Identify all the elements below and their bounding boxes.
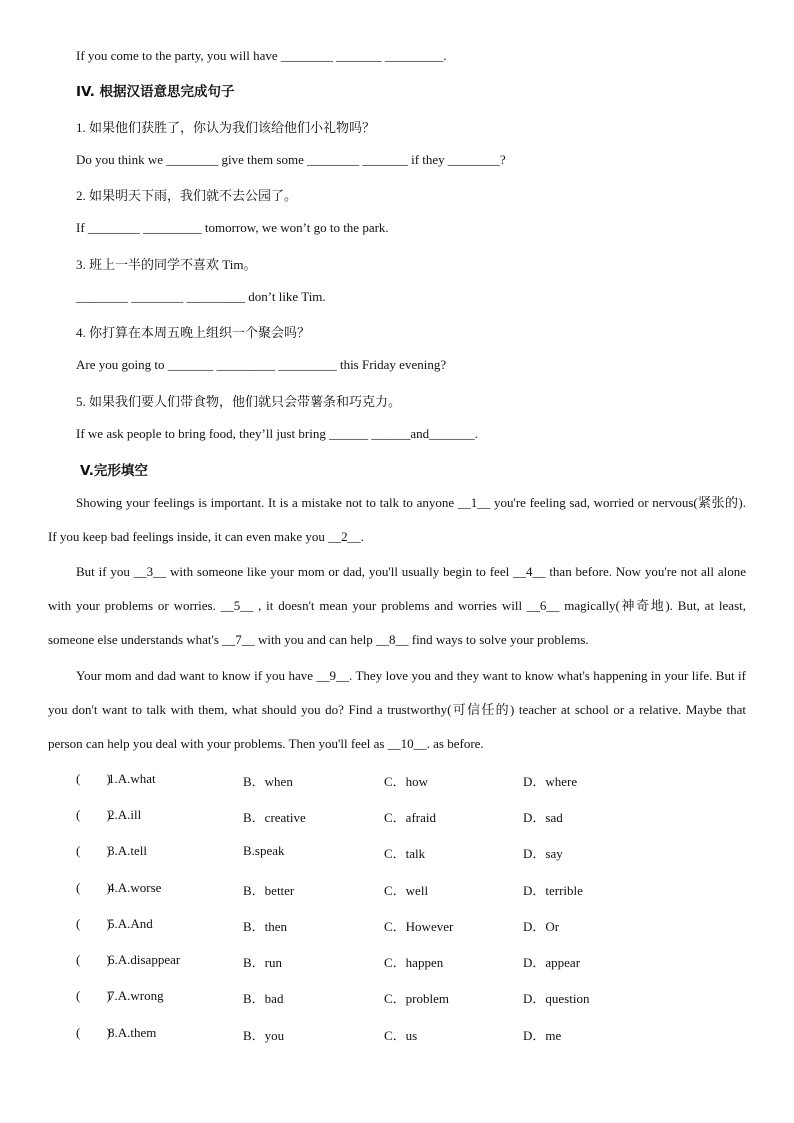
option-a: 3.A.tell [108,843,147,858]
section-4-item-3-english: ________ ________ _________ don’t like Tim. [76,289,326,304]
section-4-item-5-english: If we ask people to bring food, they’ll just bring ______ ______and_______. [76,426,478,441]
section-4-item-1-english: Do you think we ________ give them some ________ _______ if they ________? [76,152,506,167]
section-4-item-2-chinese: 2. 如果明天下雨，我们就不去公园了。 [76,188,298,203]
option-c: C．problem [384,991,449,1006]
cloze-paragraph-3-text: Your mom and dad want to know if you have __9__. They love you and they want to know what's happening in your life. But if you don't want to talk with them, what should you do? Find a trustworthy(可信任的) teacher at school or a relative. Maybe that person can help you deal with your problems. Then you'll feel as __10__. as before. [48,668,746,751]
option-a: 2.A.ill [108,807,142,822]
option-c: C．well [384,883,429,898]
answer-paren[interactable]: ( ) [76,807,111,822]
option-b: B．you [243,1028,285,1043]
section-4-item-1-chinese: 1. 如果他们获胜了，你认为我们该给他们小礼物吗？ [76,120,376,135]
option-b: B．run [243,955,283,970]
cloze-paragraph-1 [48,486,746,554]
option-a: 5.A.And [108,916,153,931]
section-4-item-5-chinese: 5. 如果我们要人们带食物，他们就只会带薯条和巧克力。 [76,394,402,409]
answer-paren[interactable]: ( ) [76,771,111,786]
option-d: D．appear [523,955,581,970]
option-a: 4.A.worse [108,880,162,895]
option-d: D．say [523,846,563,861]
section-4-item-4-chinese: 4. 你打算在本周五晚上组织一个聚会吗？ [76,325,311,340]
top-sentence: If you come to the party, you will have ________ _______ _________. [76,48,447,63]
option-c: C．talk [384,846,426,861]
cloze-paragraph-3 [48,659,746,761]
option-b: B．better [243,883,295,898]
option-b: B.speak [243,843,285,858]
cloze-paragraph-2 [48,555,746,657]
option-d: D．question [523,991,590,1006]
option-b: B．when [243,774,293,789]
option-c: C．us [384,1028,418,1043]
option-c: C．afraid [384,810,436,825]
option-d: D．terrible [523,883,583,898]
answer-paren[interactable]: ( ) [76,988,111,1003]
answer-paren[interactable]: ( ) [76,952,111,967]
answer-paren[interactable]: ( ) [76,1025,111,1040]
option-b: B．bad [243,991,284,1006]
option-d: D．sad [523,810,563,825]
answer-paren[interactable]: ( ) [76,843,111,858]
section-5-heading: V.完形填空 [80,463,148,479]
answer-paren[interactable]: ( ) [76,880,111,895]
cloze-paragraph-1-text: Showing your feelings is important. It is a mistake not to talk to anyone __1__ you're feeling sad, worried or nervous(紧张的). If you keep bad feelings inside, it can even make you __2__. [48,495,746,544]
option-d: D．me [523,1028,562,1043]
option-b: B．then [243,919,288,934]
option-a: 8.A.them [108,1025,157,1040]
option-c: C．happen [384,955,444,970]
section-4-item-2-english: If ________ _________ tomorrow, we won’t go to the park. [76,220,389,235]
option-a: 7.A.wrong [108,988,164,1003]
option-a: 6.A.disappear [108,952,181,967]
option-c: C．how [384,774,429,789]
section-4-item-4-english: Are you going to _______ _________ _________ this Friday evening? [76,357,447,372]
cloze-paragraph-2-text: But if you __3__ with someone like your mom or dad, you'll usually begin to feel __4__ than before. Now you're not all alone with your problems or worries. __5__ , it doesn't mean your problems and worries will __6__ magically(神奇地). But, at least, someone else understands what's __7__ with you and can help __8__ find ways to solve your problems. [48,564,746,647]
option-b: B．creative [243,810,306,825]
option-d: D．where [523,774,578,789]
section-4-item-3-chinese: 3. 班上一半的同学不喜欢 Tim。 [76,257,257,272]
option-a: 1.A.what [108,771,156,786]
section-4-heading: IV. 根据汉语意思完成句子 [76,84,235,100]
answer-paren[interactable]: ( ) [76,916,111,931]
option-c: C．However [384,919,454,934]
option-d: D．Or [523,919,560,934]
